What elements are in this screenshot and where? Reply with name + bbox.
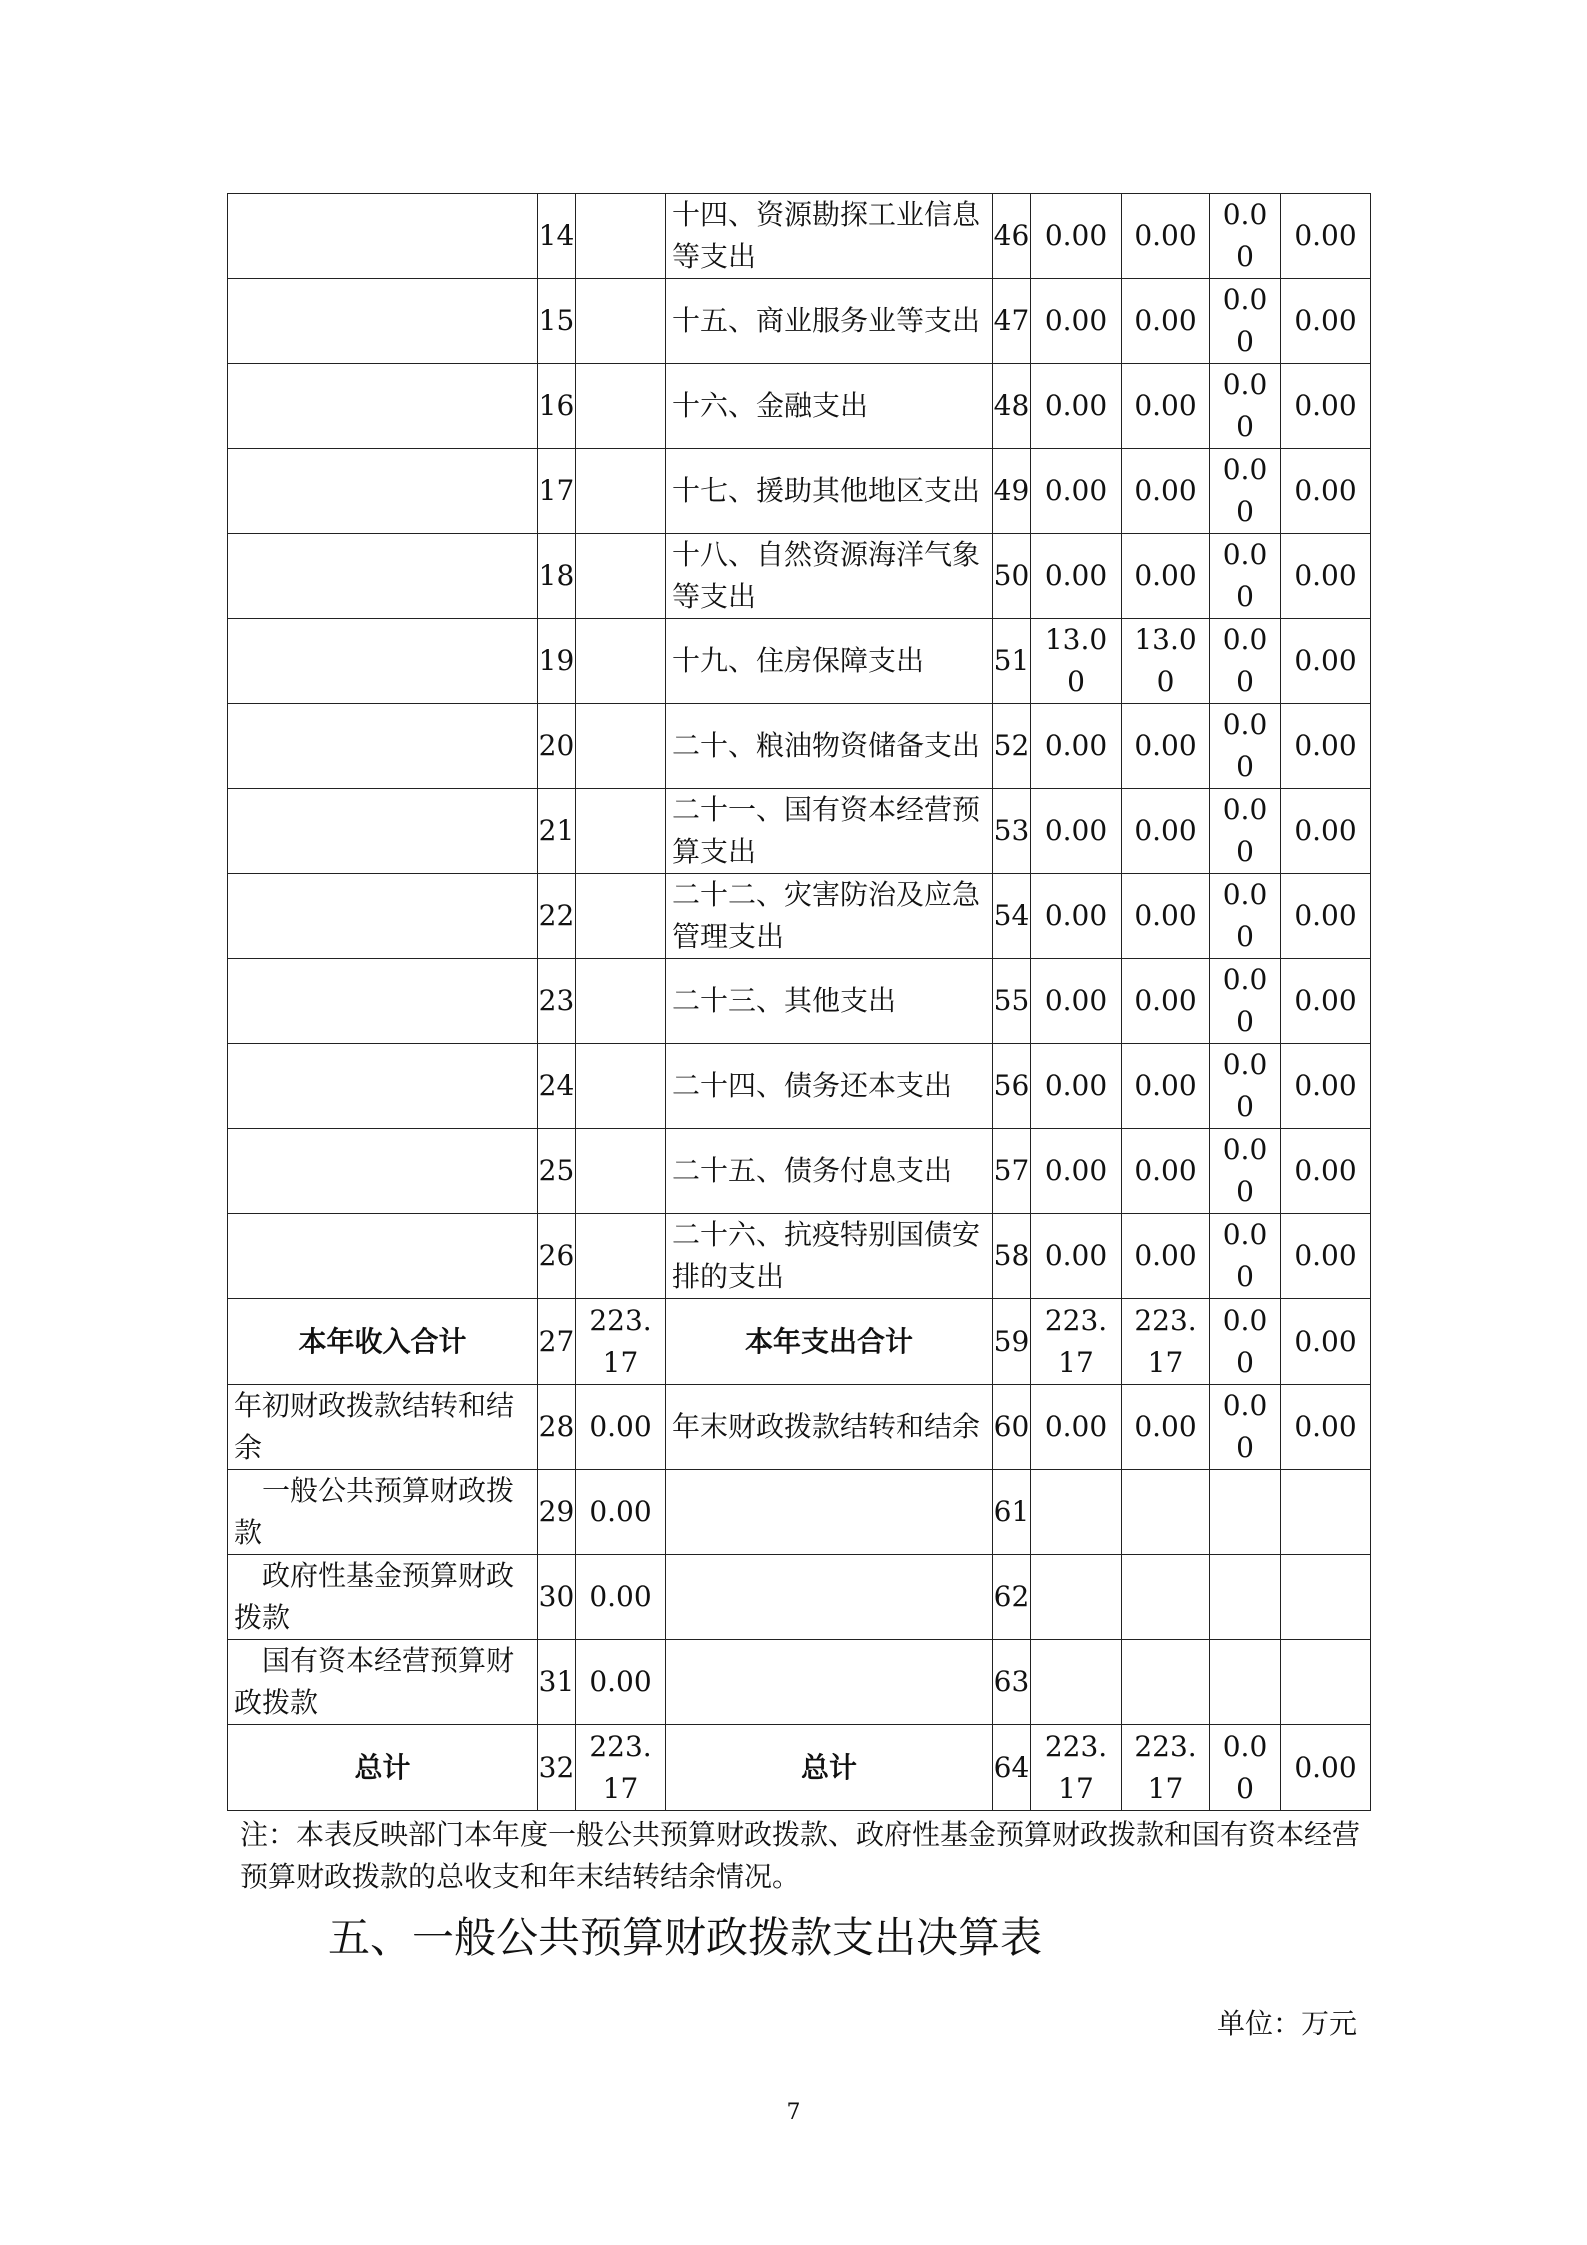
expense-item: 二十六、抗疫特别国债安排的支出 xyxy=(666,1214,993,1299)
general-budget-amount: 0.00 xyxy=(1122,1129,1210,1214)
general-budget-amount: 0.00 xyxy=(1122,364,1210,449)
table-row xyxy=(228,704,1371,789)
expense-row-number: 62 xyxy=(993,1555,1031,1640)
gov-fund-amount: 0.00 xyxy=(1210,534,1281,619)
state-capital-amount: 0.00 xyxy=(1281,449,1371,534)
total-amount xyxy=(1031,1470,1122,1555)
income-amount: 0.00 xyxy=(576,1555,666,1640)
table-row xyxy=(228,1385,1371,1470)
table-row xyxy=(228,194,1371,279)
total-amount: 0.00 xyxy=(1031,1044,1122,1129)
table-row xyxy=(228,364,1371,449)
expense-item: 十六、金融支出 xyxy=(666,364,993,449)
gov-fund-amount: 0.00 xyxy=(1210,364,1281,449)
row-number: 31 xyxy=(538,1640,576,1725)
expense-row-number: 60 xyxy=(993,1385,1031,1470)
table-row xyxy=(228,874,1371,959)
total-amount: 0.00 xyxy=(1031,534,1122,619)
gov-fund-amount xyxy=(1210,1555,1281,1640)
state-capital-amount: 0.00 xyxy=(1281,1299,1371,1385)
total-amount: 0.00 xyxy=(1031,449,1122,534)
table-row xyxy=(228,1299,1371,1385)
total-amount: 0.00 xyxy=(1031,789,1122,874)
income-amount xyxy=(576,364,666,449)
state-capital-amount: 0.00 xyxy=(1281,1214,1371,1299)
income-item xyxy=(228,279,538,364)
income-amount xyxy=(576,704,666,789)
total-amount: 0.00 xyxy=(1031,194,1122,279)
expense-row-number: 52 xyxy=(993,704,1031,789)
expense-row-number: 59 xyxy=(993,1299,1031,1385)
state-capital-amount xyxy=(1281,1555,1371,1640)
income-amount xyxy=(576,874,666,959)
expense-row-number: 47 xyxy=(993,279,1031,364)
table-row xyxy=(228,1640,1371,1725)
grand-total-label: 总计 xyxy=(228,1725,538,1811)
general-budget-amount: 13.00 xyxy=(1122,619,1210,704)
expense-item: 二十一、国有资本经营预算支出 xyxy=(666,789,993,874)
row-number: 27 xyxy=(538,1299,576,1385)
income-item xyxy=(228,874,538,959)
income-item: 年初财政拨款结转和结余 xyxy=(228,1385,538,1470)
expense-row-number: 55 xyxy=(993,959,1031,1044)
table-row xyxy=(228,279,1371,364)
page-number: 7 xyxy=(786,2100,801,2125)
gov-fund-amount: 0.00 xyxy=(1210,194,1281,279)
gov-fund-amount: 0.00 xyxy=(1210,1129,1281,1214)
row-number: 32 xyxy=(538,1725,576,1811)
income-item: 国有资本经营预算财政拨款 xyxy=(228,1640,538,1725)
expense-item: 年末财政拨款结转和结余 xyxy=(666,1385,993,1470)
income-amount xyxy=(576,279,666,364)
general-budget-amount: 223.17 xyxy=(1122,1725,1210,1811)
expense-row-number: 63 xyxy=(993,1640,1031,1725)
income-amount xyxy=(576,619,666,704)
gov-fund-amount xyxy=(1210,1640,1281,1725)
expense-row-number: 53 xyxy=(993,789,1031,874)
row-number: 30 xyxy=(538,1555,576,1640)
income-amount xyxy=(576,1044,666,1129)
row-number: 17 xyxy=(538,449,576,534)
table-row xyxy=(228,534,1371,619)
general-budget-amount xyxy=(1122,1555,1210,1640)
gov-fund-amount: 0.00 xyxy=(1210,1214,1281,1299)
income-item xyxy=(228,959,538,1044)
expense-item xyxy=(666,1470,993,1555)
expense-item: 二十四、债务还本支出 xyxy=(666,1044,993,1129)
general-budget-amount xyxy=(1122,1640,1210,1725)
state-capital-amount: 0.00 xyxy=(1281,1129,1371,1214)
row-number: 29 xyxy=(538,1470,576,1555)
income-item: 一般公共预算财政拨款 xyxy=(228,1470,538,1555)
total-amount: 223.17 xyxy=(1031,1725,1122,1811)
state-capital-amount: 0.00 xyxy=(1281,364,1371,449)
expense-row-number: 56 xyxy=(993,1044,1031,1129)
section-title: 五、一般公共预算财政拨款支出决算表 xyxy=(328,1913,1043,1962)
state-capital-amount: 0.00 xyxy=(1281,1725,1371,1811)
general-budget-amount: 0.00 xyxy=(1122,704,1210,789)
expense-row-number: 46 xyxy=(993,194,1031,279)
total-amount xyxy=(1031,1640,1122,1725)
row-number: 28 xyxy=(538,1385,576,1470)
gov-fund-amount: 0.00 xyxy=(1210,704,1281,789)
table-note: 注：本表反映部门本年度一般公共预算财政拨款、政府性基金预算财政拨款和国有资本经营预算财政拨款的总收支和年末结转结余情况。 xyxy=(240,1818,1361,1893)
table-row xyxy=(228,1725,1371,1811)
row-number: 25 xyxy=(538,1129,576,1214)
gov-fund-amount: 0.00 xyxy=(1210,1385,1281,1470)
state-capital-amount: 0.00 xyxy=(1281,1044,1371,1129)
general-budget-amount: 0.00 xyxy=(1122,1385,1210,1470)
expense-row-number: 58 xyxy=(993,1214,1031,1299)
general-budget-amount xyxy=(1122,1470,1210,1555)
total-amount: 0.00 xyxy=(1031,1129,1122,1214)
table-row xyxy=(228,959,1371,1044)
income-amount: 0.00 xyxy=(576,1385,666,1470)
total-amount: 0.00 xyxy=(1031,1385,1122,1470)
general-budget-amount: 0.00 xyxy=(1122,534,1210,619)
income-amount xyxy=(576,1214,666,1299)
income-amount xyxy=(576,959,666,1044)
unit-label: 单位：万元 xyxy=(1216,2007,1357,2040)
row-number: 14 xyxy=(538,194,576,279)
income-amount xyxy=(576,789,666,874)
grand-total-label: 总计 xyxy=(666,1725,993,1811)
income-amount xyxy=(576,449,666,534)
income-item xyxy=(228,704,538,789)
gov-fund-amount: 0.00 xyxy=(1210,789,1281,874)
table-row xyxy=(228,1214,1371,1299)
row-number: 20 xyxy=(538,704,576,789)
gov-fund-amount: 0.00 xyxy=(1210,959,1281,1044)
expense-row-number: 57 xyxy=(993,1129,1031,1214)
income-amount: 0.00 xyxy=(576,1470,666,1555)
income-item xyxy=(228,449,538,534)
state-capital-amount: 0.00 xyxy=(1281,279,1371,364)
expense-item: 二十二、灾害防治及应急管理支出 xyxy=(666,874,993,959)
income-item xyxy=(228,1129,538,1214)
expense-row-number: 48 xyxy=(993,364,1031,449)
total-amount: 0.00 xyxy=(1031,364,1122,449)
income-total-label: 本年收入合计 xyxy=(228,1299,538,1385)
state-capital-amount: 0.00 xyxy=(1281,874,1371,959)
total-amount: 0.00 xyxy=(1031,279,1122,364)
gov-fund-amount: 0.00 xyxy=(1210,1044,1281,1129)
income-item xyxy=(228,1044,538,1129)
row-number: 26 xyxy=(538,1214,576,1299)
general-budget-amount: 0.00 xyxy=(1122,959,1210,1044)
income-amount: 223.17 xyxy=(576,1725,666,1811)
expense-total-label: 本年支出合计 xyxy=(666,1299,993,1385)
table-row xyxy=(228,1555,1371,1640)
general-budget-amount: 0.00 xyxy=(1122,449,1210,534)
expense-row-number: 61 xyxy=(993,1470,1031,1555)
expense-row-number: 64 xyxy=(993,1725,1031,1811)
income-amount xyxy=(576,534,666,619)
state-capital-amount xyxy=(1281,1470,1371,1555)
expense-row-number: 51 xyxy=(993,619,1031,704)
row-number: 15 xyxy=(538,279,576,364)
total-amount: 0.00 xyxy=(1031,959,1122,1044)
gov-fund-amount: 0.00 xyxy=(1210,449,1281,534)
expense-row-number: 54 xyxy=(993,874,1031,959)
expense-item: 十四、资源勘探工业信息等支出 xyxy=(666,194,993,279)
general-budget-amount: 0.00 xyxy=(1122,874,1210,959)
expense-row-number: 49 xyxy=(993,449,1031,534)
income-item xyxy=(228,194,538,279)
row-number: 16 xyxy=(538,364,576,449)
income-item: 政府性基金预算财政拨款 xyxy=(228,1555,538,1640)
expense-item: 二十三、其他支出 xyxy=(666,959,993,1044)
state-capital-amount: 0.00 xyxy=(1281,534,1371,619)
expense-row-number: 50 xyxy=(993,534,1031,619)
table-row xyxy=(228,619,1371,704)
total-amount: 223.17 xyxy=(1031,1299,1122,1385)
gov-fund-amount: 0.00 xyxy=(1210,1725,1281,1811)
general-budget-amount: 0.00 xyxy=(1122,789,1210,874)
state-capital-amount: 0.00 xyxy=(1281,959,1371,1044)
gov-fund-amount: 0.00 xyxy=(1210,1299,1281,1385)
row-number: 24 xyxy=(538,1044,576,1129)
state-capital-amount: 0.00 xyxy=(1281,619,1371,704)
income-amount: 0.00 xyxy=(576,1640,666,1725)
general-budget-amount: 223.17 xyxy=(1122,1299,1210,1385)
state-capital-amount: 0.00 xyxy=(1281,789,1371,874)
row-number: 21 xyxy=(538,789,576,874)
income-amount xyxy=(576,194,666,279)
expense-item xyxy=(666,1555,993,1640)
gov-fund-amount xyxy=(1210,1470,1281,1555)
gov-fund-amount: 0.00 xyxy=(1210,874,1281,959)
income-amount: 223.17 xyxy=(576,1299,666,1385)
state-capital-amount: 0.00 xyxy=(1281,194,1371,279)
total-amount: 0.00 xyxy=(1031,874,1122,959)
gov-fund-amount: 0.00 xyxy=(1210,279,1281,364)
state-capital-amount: 0.00 xyxy=(1281,1385,1371,1470)
state-capital-amount xyxy=(1281,1640,1371,1725)
general-budget-amount: 0.00 xyxy=(1122,1044,1210,1129)
gov-fund-amount: 0.00 xyxy=(1210,619,1281,704)
total-amount: 0.00 xyxy=(1031,1214,1122,1299)
total-amount: 0.00 xyxy=(1031,704,1122,789)
budget-table xyxy=(227,193,1371,1811)
table-row xyxy=(228,449,1371,534)
table-row xyxy=(228,1129,1371,1214)
general-budget-amount: 0.00 xyxy=(1122,279,1210,364)
expense-item xyxy=(666,1640,993,1725)
income-amount xyxy=(576,1129,666,1214)
income-item xyxy=(228,534,538,619)
table-row xyxy=(228,789,1371,874)
row-number: 22 xyxy=(538,874,576,959)
income-item xyxy=(228,1214,538,1299)
expense-item: 二十五、债务付息支出 xyxy=(666,1129,993,1214)
expense-item: 十九、住房保障支出 xyxy=(666,619,993,704)
income-item xyxy=(228,364,538,449)
general-budget-amount: 0.00 xyxy=(1122,1214,1210,1299)
income-item xyxy=(228,789,538,874)
expense-item: 十七、援助其他地区支出 xyxy=(666,449,993,534)
income-item xyxy=(228,619,538,704)
row-number: 18 xyxy=(538,534,576,619)
row-number: 23 xyxy=(538,959,576,1044)
row-number: 19 xyxy=(538,619,576,704)
expense-item: 十五、商业服务业等支出 xyxy=(666,279,993,364)
expense-item: 十八、自然资源海洋气象等支出 xyxy=(666,534,993,619)
table-row xyxy=(228,1470,1371,1555)
general-budget-amount: 0.00 xyxy=(1122,194,1210,279)
total-amount: 13.00 xyxy=(1031,619,1122,704)
total-amount xyxy=(1031,1555,1122,1640)
table-row xyxy=(228,1044,1371,1129)
expense-item: 二十、粮油物资储备支出 xyxy=(666,704,993,789)
state-capital-amount: 0.00 xyxy=(1281,704,1371,789)
